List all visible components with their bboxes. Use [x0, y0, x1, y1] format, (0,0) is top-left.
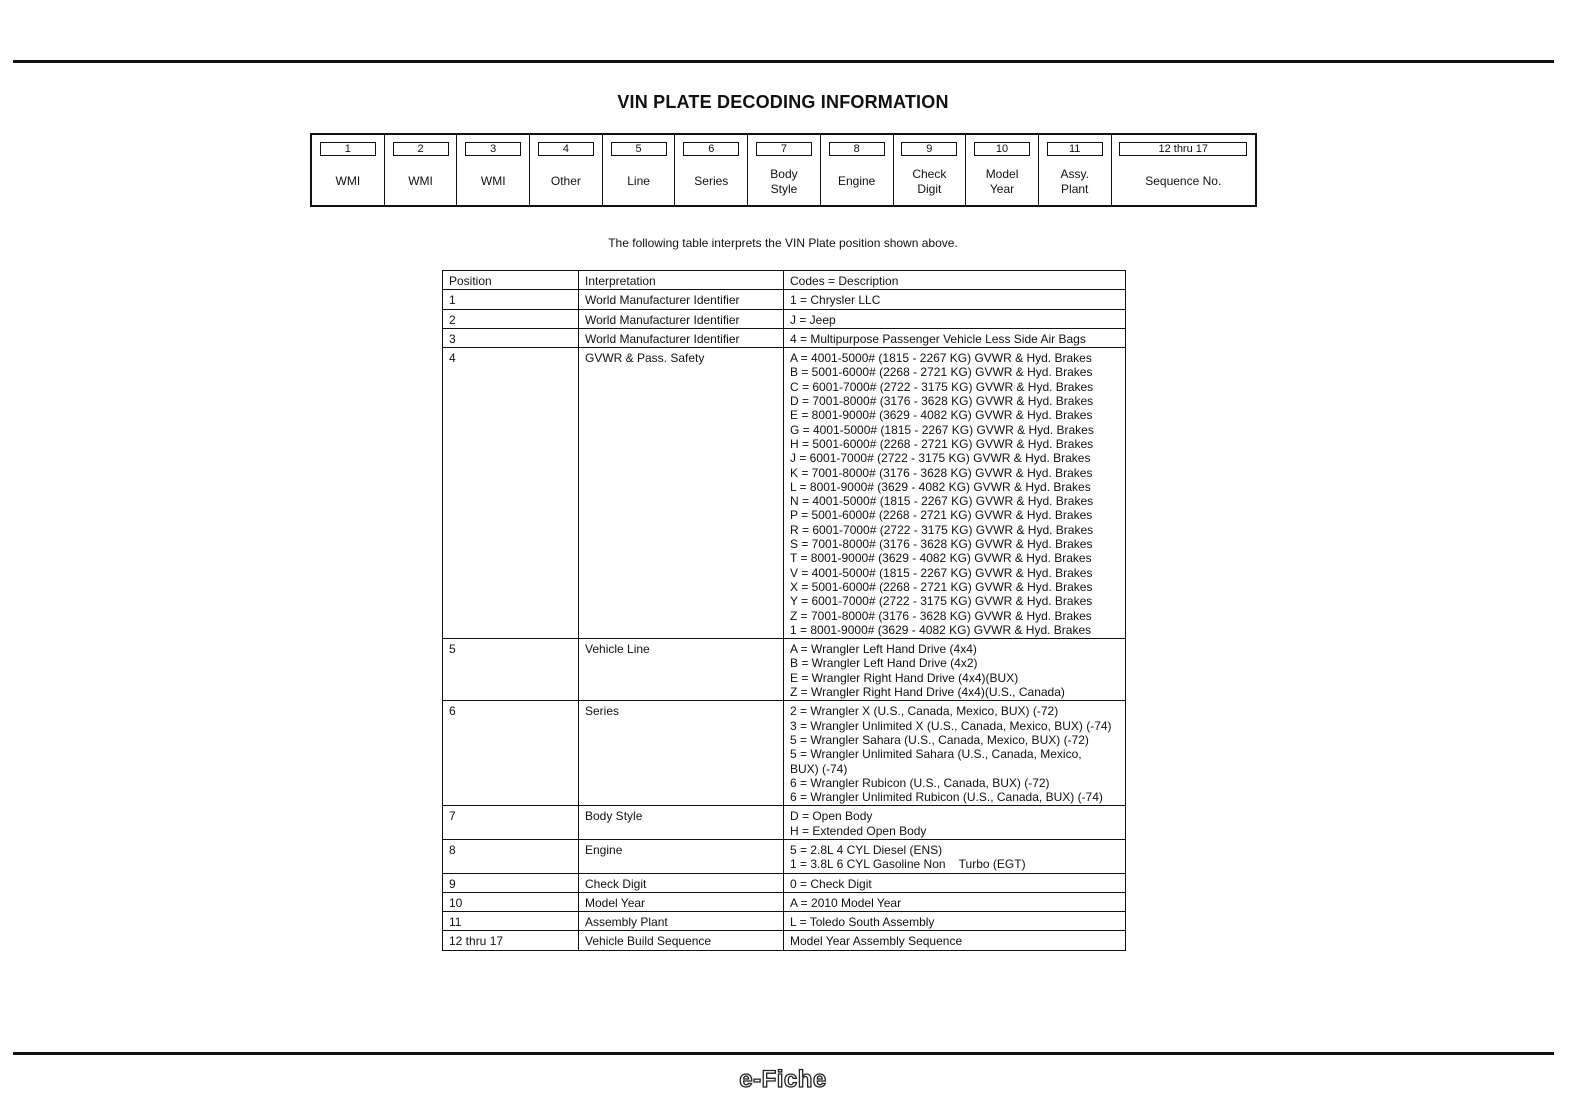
- code-line: 5 = Wrangler Unlimited Sahara (U.S., Canada, Mexico,: [790, 747, 1082, 762]
- vin-plate-cell: [894, 135, 967, 205]
- position-cell: 12 thru 17: [443, 931, 579, 950]
- codes-cell: [784, 290, 1126, 309]
- vin-position-label: Engine: [837, 174, 876, 188]
- interpretation-cell: World Manufacturer Identifier: [579, 309, 784, 328]
- code-line: V = 4001-5000# (1815 - 2267 KG) GVWR & Hyd. Brakes: [790, 565, 1093, 580]
- interpretation-cell: Assembly Plant: [579, 912, 784, 931]
- vin-position-label: WMI: [480, 174, 506, 188]
- vin-plate-cell: [675, 135, 748, 205]
- code-line: Z = Wrangler Right Hand Drive (4x4)(U.S., Canada): [790, 685, 1065, 700]
- vin-plate-diagram: [310, 133, 1257, 207]
- code-line: L = 8001-9000# (3629 - 4082 KG) GVWR & Hyd. Brakes: [790, 479, 1091, 494]
- column-header: Interpretation: [579, 271, 784, 290]
- table-header-row: [443, 271, 1126, 290]
- vin-plate-cell: [457, 135, 530, 205]
- vin-position-box: 6: [683, 142, 739, 156]
- vin-position-box: 2: [393, 142, 449, 156]
- codes-cell: [784, 873, 1126, 892]
- code-line: T = 8001-9000# (3629 - 4082 KG) GVWR & Hyd. Brakes: [790, 551, 1092, 566]
- interpretation-cell: World Manufacturer Identifier: [579, 290, 784, 309]
- code-line: 5 = Wrangler Sahara (U.S., Canada, Mexico, BUX) (-72): [790, 732, 1089, 747]
- code-line: S = 7001-8000# (3176 - 3628 KG) GVWR & Hyd. Brakes: [790, 537, 1093, 552]
- code-line: D = Open Body: [790, 809, 873, 824]
- code-line: E = Wrangler Right Hand Drive (4x4)(BUX): [790, 670, 1019, 685]
- code-line: A = Wrangler Left Hand Drive (4x4): [790, 642, 977, 657]
- position-cell: 8: [443, 839, 579, 873]
- interpretation-cell: Vehicle Build Sequence: [579, 931, 784, 950]
- code-line: 4 = Multipurpose Passenger Vehicle Less Side Air Bags: [790, 331, 1086, 346]
- vin-plate-cell: [385, 135, 458, 205]
- table-row: [443, 639, 1126, 701]
- efiche-logo: e-Fiche: [739, 1066, 827, 1093]
- position-cell: 2: [443, 309, 579, 328]
- vin-position-box: 7: [756, 142, 812, 156]
- vin-position-box: 10: [974, 142, 1030, 156]
- code-line: B = Wrangler Left Hand Drive (4x2): [790, 656, 978, 671]
- vin-position-box: 11: [1047, 142, 1103, 156]
- decoding-table: [442, 270, 1126, 951]
- codes-cell: [784, 639, 1126, 701]
- code-line: L = Toledo South Assembly: [790, 915, 935, 930]
- vin-position-box: 8: [829, 142, 885, 156]
- vin-position-label: Sequence No.: [1145, 174, 1222, 188]
- code-line: J = 6001-7000# (2722 - 3175 KG) GVWR & Hyd. Brakes: [790, 451, 1091, 466]
- code-line: G = 4001-5000# (1815 - 2267 KG) GVWR & Hyd. Brakes: [790, 422, 1094, 437]
- code-line: 6 = Wrangler Rubicon (U.S., Canada, BUX) (-72): [790, 775, 1050, 790]
- interpretation-cell: Vehicle Line: [579, 639, 784, 701]
- code-line: A = 4001-5000# (1815 - 2267 KG) GVWR & Hyd. Brakes: [790, 351, 1092, 366]
- codes-cell: [784, 892, 1126, 911]
- code-line: X = 5001-6000# (2268 - 2721 KG) GVWR & Hyd. Brakes: [790, 579, 1093, 594]
- code-line: E = 8001-9000# (3629 - 4082 KG) GVWR & Hyd. Brakes: [790, 408, 1093, 423]
- vin-plate-cell: [1112, 135, 1255, 205]
- code-line: 1 = Chrysler LLC: [790, 293, 881, 308]
- vin-position-label: Other: [550, 174, 581, 188]
- codes-cell: [784, 309, 1126, 328]
- table-row: [443, 839, 1126, 873]
- vin-position-box: 5: [611, 142, 667, 156]
- position-cell: 4: [443, 348, 579, 639]
- table-row: [443, 701, 1126, 806]
- vin-position-label: Model Year: [985, 166, 1019, 196]
- vin-position-box: 4: [538, 142, 594, 156]
- code-line: P = 5001-6000# (2268 - 2721 KG) GVWR & Hyd. Brakes: [790, 508, 1093, 523]
- code-line: J = Jeep: [790, 312, 836, 327]
- code-line: 1 = 3.8L 6 CYL Gasoline Non Turbo (EGT): [790, 857, 1026, 872]
- table-row: [443, 873, 1126, 892]
- table-row: [443, 328, 1126, 347]
- code-line: BUX) (-74): [790, 761, 848, 776]
- vin-position-label: Series: [694, 174, 729, 188]
- page-title: VIN PLATE DECODING INFORMATION: [617, 92, 949, 112]
- vin-plate-cell: [530, 135, 603, 205]
- table-row: [443, 892, 1126, 911]
- codes-cell: [784, 912, 1126, 931]
- vin-position-label: WMI: [335, 174, 361, 188]
- table-row: [443, 348, 1126, 639]
- code-line: 0 = Check Digit: [790, 876, 872, 891]
- codes-cell: [784, 328, 1126, 347]
- code-line: Z = 7001-8000# (3176 - 3628 KG) GVWR & Hyd. Brakes: [790, 608, 1092, 623]
- code-line: 5 = 2.8L 4 CYL Diesel (ENS): [790, 842, 943, 857]
- table-row: [443, 912, 1126, 931]
- vin-plate-cell: [966, 135, 1039, 205]
- vin-plate-cell: [603, 135, 676, 205]
- position-cell: 11: [443, 912, 579, 931]
- vin-position-label: Assy. Plant: [1060, 166, 1089, 196]
- code-line: 6 = Wrangler Unlimited Rubicon (U.S., Canada, BUX) (-74): [790, 790, 1103, 805]
- table-row: [443, 290, 1126, 309]
- column-header: Codes = Description: [784, 271, 1126, 290]
- code-line: 1 = 8001-9000# (3629 - 4082 KG) GVWR & Hyd. Brakes: [790, 622, 1092, 637]
- column-header: Position: [443, 271, 579, 290]
- intro-text: The following table interprets the VIN Plate position shown above.: [608, 236, 958, 250]
- code-line: R = 6001-7000# (2722 - 3175 KG) GVWR & Hyd. Brakes: [790, 522, 1094, 537]
- table-row: [443, 806, 1126, 840]
- vin-plate-cell: [312, 135, 385, 205]
- codes-cell: [784, 931, 1126, 950]
- position-cell: 1: [443, 290, 579, 309]
- codes-cell: [784, 839, 1126, 873]
- table-row: [443, 931, 1126, 950]
- position-cell: 9: [443, 873, 579, 892]
- table-row: [443, 309, 1126, 328]
- code-line: C = 6001-7000# (2722 - 3175 KG) GVWR & Hyd. Brakes: [790, 379, 1094, 394]
- vin-position-box: 1: [320, 142, 376, 156]
- vin-position-label: Line: [627, 174, 650, 188]
- code-line: Model Year Assembly Sequence: [790, 934, 963, 949]
- position-cell: 7: [443, 806, 579, 840]
- bottom-rule: [13, 1052, 1554, 1055]
- vin-plate-cell: [748, 135, 821, 205]
- code-line: 3 = Wrangler Unlimited X (U.S., Canada, Mexico, BUX) (-74): [790, 718, 1112, 733]
- position-cell: 10: [443, 892, 579, 911]
- codes-cell: [784, 348, 1126, 639]
- code-line: K = 7001-8000# (3176 - 3628 KG) GVWR & Hyd. Brakes: [790, 465, 1093, 480]
- interpretation-cell: Body Style: [579, 806, 784, 840]
- codes-cell: [784, 806, 1126, 840]
- codes-cell: [784, 701, 1126, 806]
- interpretation-cell: World Manufacturer Identifier: [579, 328, 784, 347]
- interpretation-cell: Series: [579, 701, 784, 806]
- vin-position-label: Body Style: [770, 166, 798, 196]
- code-line: A = 2010 Model Year: [790, 895, 902, 910]
- code-line: B = 5001-6000# (2268 - 2721 KG) GVWR & Hyd. Brakes: [790, 365, 1093, 380]
- code-line: N = 4001-5000# (1815 - 2267 KG) GVWR & Hyd. Brakes: [790, 494, 1094, 509]
- top-rule: [13, 60, 1554, 63]
- code-line: H = Extended Open Body: [790, 823, 927, 838]
- interpretation-cell: Model Year: [579, 892, 784, 911]
- vin-position-label: Check Digit: [912, 166, 947, 196]
- interpretation-cell: Check Digit: [579, 873, 784, 892]
- position-cell: 3: [443, 328, 579, 347]
- vin-position-box: 12 thru 17: [1119, 142, 1247, 156]
- vin-position-label: WMI: [408, 174, 433, 188]
- vin-position-box: 3: [465, 142, 521, 156]
- code-line: 2 = Wrangler X (U.S., Canada, Mexico, BUX) (-72): [790, 704, 1059, 719]
- vin-position-box: 9: [901, 142, 957, 156]
- vin-plate-cell: [1039, 135, 1112, 205]
- code-line: D = 7001-8000# (3176 - 3628 KG) GVWR & Hyd. Brakes: [790, 394, 1094, 409]
- position-cell: 5: [443, 639, 579, 701]
- code-line: H = 5001-6000# (2268 - 2721 KG) GVWR & Hyd. Brakes: [790, 436, 1094, 451]
- position-cell: 6: [443, 701, 579, 806]
- code-line: Y = 6001-7000# (2722 - 3175 KG) GVWR & Hyd. Brakes: [790, 594, 1093, 609]
- interpretation-cell: Engine: [579, 839, 784, 873]
- interpretation-cell: GVWR & Pass. Safety: [579, 348, 784, 639]
- vin-plate-cell: [821, 135, 894, 205]
